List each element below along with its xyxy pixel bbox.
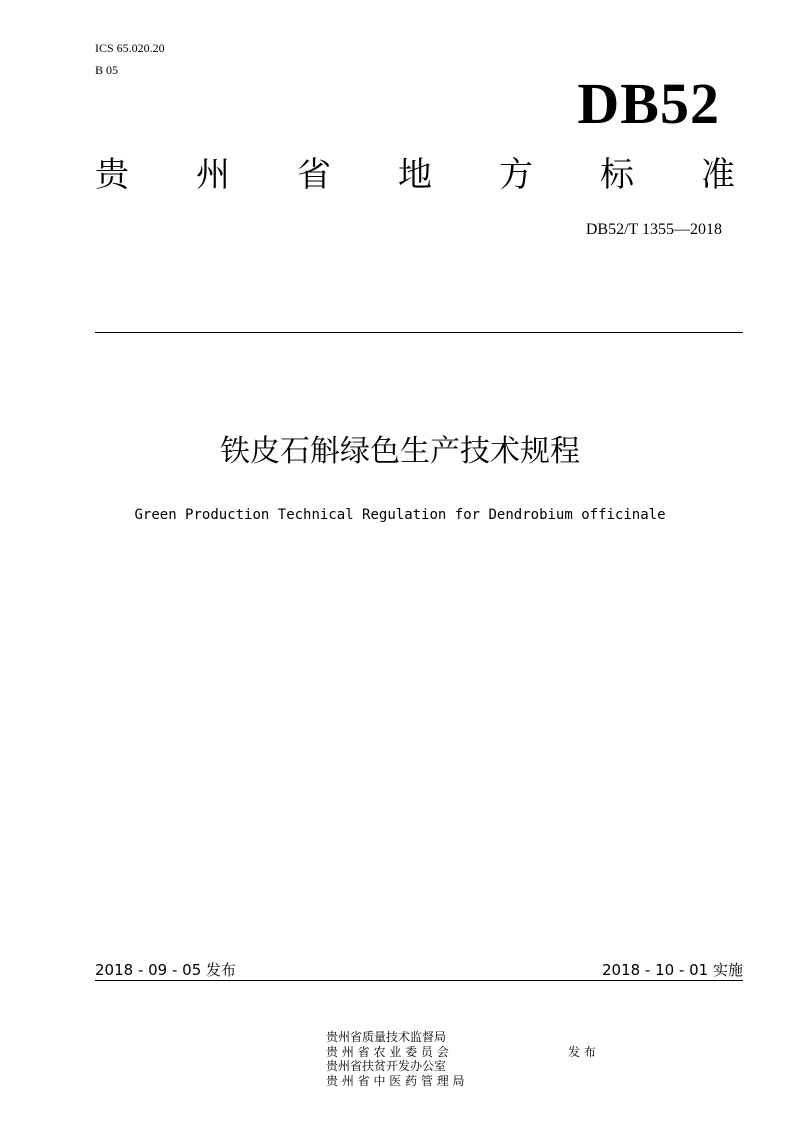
publish-date: 2018 - 09 - 05 发布 (95, 961, 237, 979)
standard-type-char: 标 (600, 155, 634, 195)
issuer-name: 贵 州 省 农 业 委 员 会 (326, 1044, 449, 1059)
standard-type-char: 贵 (95, 155, 129, 195)
document-title-english: Green Production Technical Regulation for Dendrobium officinale (134, 507, 666, 523)
issuer-list (326, 1030, 465, 1088)
issuer-name: 贵州省质量技术监督局 (326, 1030, 447, 1044)
standard-type-char: 方 (499, 155, 533, 195)
issuer-name: 贵 州 省 中 医 药 管 理 局 (326, 1073, 465, 1088)
standard-type-heading (95, 150, 735, 200)
ics-code: ICS 65.020.20 (95, 41, 165, 55)
standard-type-char: 州 (196, 155, 230, 195)
document-title-chinese: 铁皮石斛绿色生产技术规程 (220, 434, 580, 469)
classification-code: B 05 (95, 63, 119, 77)
implement-date: 2018 - 10 - 01 实施 (601, 961, 743, 979)
bottom-divider (95, 980, 743, 981)
standard-type-char: 省 (297, 155, 331, 195)
issue-label: 发 布 (568, 1045, 596, 1059)
standard-number: DB52/T 1355—2018 (585, 221, 722, 238)
standard-logo: DB52 (577, 71, 720, 136)
standard-type-char: 准 (701, 155, 735, 195)
top-divider (95, 332, 743, 333)
standard-type-char: 地 (398, 155, 432, 195)
issuer-name: 贵州省扶贫开发办公室 (326, 1059, 447, 1073)
